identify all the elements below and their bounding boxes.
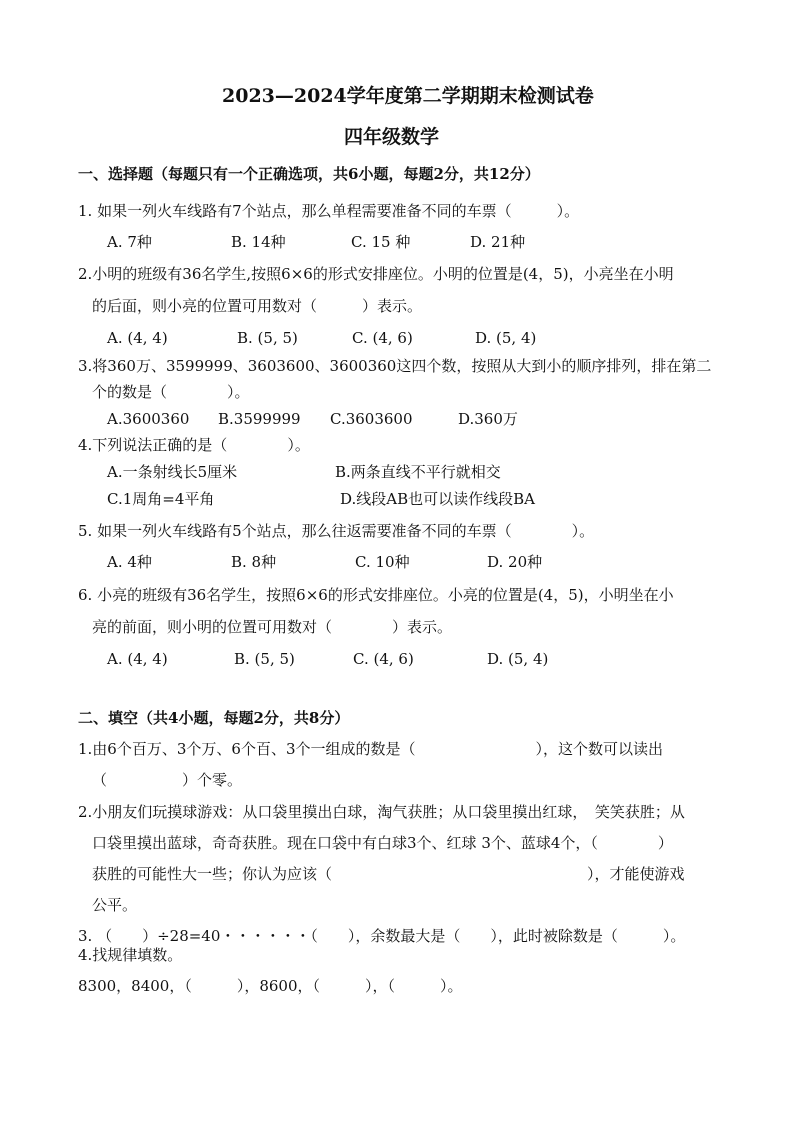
s1-q4-options-row1 bbox=[0, 462, 794, 482]
option-c: C. 15 种 bbox=[351, 233, 411, 251]
option-c: C.1周角=4平角 bbox=[107, 490, 215, 508]
exam-subtitle: 四年级数学 bbox=[344, 126, 440, 148]
option-a: A.一条射线长5厘米 bbox=[107, 463, 238, 481]
option-b: B.两条直线不平行就相交 bbox=[335, 463, 501, 481]
option-a: A.3600360 bbox=[107, 410, 190, 428]
s2-q2-line1: 2.小朋友们玩摸球游戏：从口袋里摸出白球，淘气获胜；从口袋里摸出红球， 笑笑获胜；从 bbox=[78, 803, 685, 821]
s2-q1-line2: （ ）个零。 bbox=[92, 771, 243, 789]
s1-q4-text: 4.下列说法正确的是（ ）。 bbox=[78, 436, 310, 454]
s1-q2-options bbox=[0, 328, 794, 348]
s2-q4-text: 4.找规律填数。 bbox=[78, 946, 183, 964]
option-a: A. (4, 4) bbox=[107, 650, 168, 668]
s2-q2-line4: 公平。 bbox=[92, 896, 138, 914]
option-d: D. 21种 bbox=[470, 233, 526, 251]
option-c: C.3603600 bbox=[330, 410, 413, 428]
s1-q5-text: 5. 如果一列火车线路有5个站点，那么往返需要准备不同的车票（ ）。 bbox=[78, 522, 595, 540]
option-d: D. (5, 4) bbox=[487, 650, 549, 668]
option-c: C. 10种 bbox=[355, 553, 410, 571]
s1-q3-options bbox=[0, 409, 794, 429]
s1-q1-options bbox=[0, 232, 794, 252]
option-a: A. 7种 bbox=[107, 233, 152, 251]
exam-title: 2023—2024学年度第二学期期末检测试卷 bbox=[222, 85, 594, 107]
option-b: B.3599999 bbox=[218, 410, 301, 428]
option-d: D. (5, 4) bbox=[475, 329, 537, 347]
s1-q6-line1: 6. 小亮的班级有36名学生，按照6×6的形式安排座位。小亮的位置是(4，5)，小明坐在小 bbox=[78, 586, 674, 604]
s1-q2-line2: 的后面，则小亮的位置可用数对（ ）表示。 bbox=[92, 297, 423, 315]
option-d: D. 20种 bbox=[487, 553, 543, 571]
s2-q2-line3: 获胜的可能性大一些；你认为应该（ ），才能使游戏 bbox=[92, 865, 685, 883]
s2-q4-sequence: 8300，8400，（ ），8600，（ ），（ ）。 bbox=[78, 977, 463, 995]
s2-q1-line1: 1.由6个百万、3个万、6个百、3个一组成的数是（ ），这个数可以读出 bbox=[78, 740, 663, 758]
s1-q2-line1: 2.小明的班级有36名学生,按照6×6的形式安排座位。小明的位置是(4，5)，小亮坐在小明 bbox=[78, 265, 674, 283]
option-d: D.360万 bbox=[458, 410, 518, 428]
section2-heading: 二、填空（共4小题，每题2分，共8分） bbox=[78, 709, 350, 727]
s1-q3-line1: 3.将360万、3599999、3603600、3600360这四个数，按照从大到小的顺序排列，排在第二 bbox=[78, 357, 712, 375]
option-b: B. 14种 bbox=[231, 233, 286, 251]
s1-q3-line2: 个的数是（ ）。 bbox=[92, 383, 250, 401]
option-c: C. (4, 6) bbox=[352, 329, 413, 347]
s1-q5-options bbox=[0, 552, 794, 572]
section1-heading: 一、选择题（每题只有一个正确选项，共6小题，每题2分，共12分） bbox=[78, 165, 540, 183]
option-c: C. (4, 6) bbox=[353, 650, 414, 668]
option-d: D.线段AB也可以读作线段BA bbox=[340, 490, 535, 508]
option-a: A. (4, 4) bbox=[107, 329, 168, 347]
s2-q2-line2: 口袋里摸出蓝球，奇奇获胜。现在口袋中有白球3个、红球 3个、蓝球4个，（ ） bbox=[92, 834, 673, 852]
s1-q6-line2: 亮的前面，则小明的位置可用数对（ ）表示。 bbox=[92, 618, 453, 636]
s1-q6-options bbox=[0, 649, 794, 669]
s1-q4-options-row2 bbox=[0, 489, 794, 509]
s1-q1-text: 1. 如果一列火车线路有7个站点，那么单程需要准备不同的车票（ ）。 bbox=[78, 202, 580, 220]
option-a: A. 4种 bbox=[107, 553, 152, 571]
s2-q3-text: 3. （ ）÷28=40・・・・・・（ ），余数最大是（ ），此时被除数是（ ）。 bbox=[78, 927, 686, 945]
option-b: B. (5, 5) bbox=[237, 329, 298, 347]
option-b: B. (5, 5) bbox=[234, 650, 295, 668]
option-b: B. 8种 bbox=[231, 553, 277, 571]
